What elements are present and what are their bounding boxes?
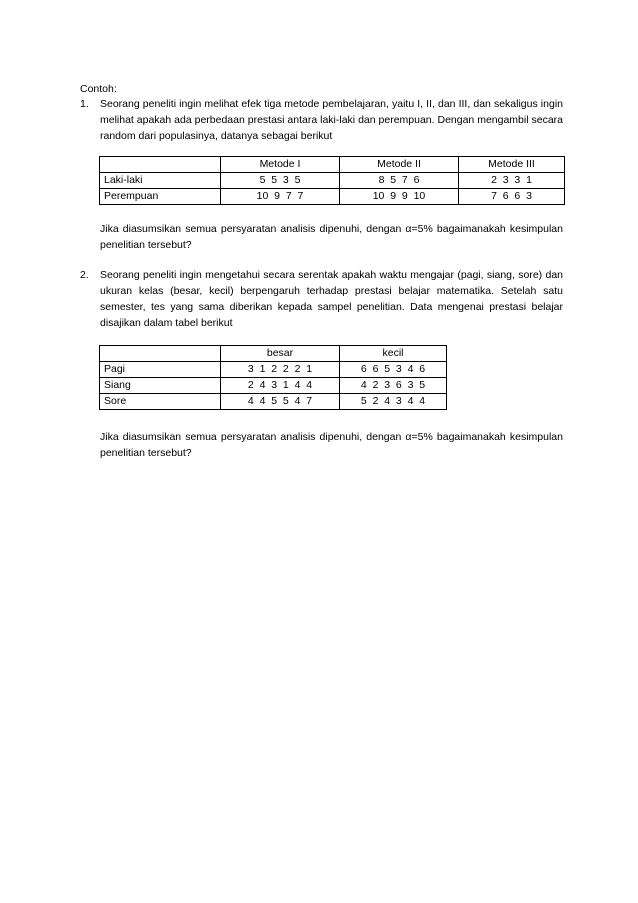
table-cell: Sore — [100, 394, 221, 410]
table-header-cell: Metode III — [459, 157, 565, 173]
table-cell: Pagi — [100, 362, 221, 378]
table-row — [100, 189, 565, 205]
question-1-question: Jika diasumsikan semua persyaratan analisis dipenuhi, dengan α=5% bagaimanakah kesimpulan penelitian tersebut? — [100, 223, 563, 251]
table-cell: 5 5 3 5 — [221, 173, 340, 189]
table-row — [100, 173, 565, 189]
table-row — [100, 362, 447, 378]
heading: Contoh: — [80, 83, 117, 95]
table-cell: 4 2 3 6 3 5 — [340, 378, 447, 394]
table-header-cell: kecil — [340, 346, 447, 362]
table-row — [100, 378, 447, 394]
table-cell: 6 6 5 3 4 6 — [340, 362, 447, 378]
table-cell: 8 5 7 6 — [340, 173, 459, 189]
table-header-row — [100, 157, 565, 173]
table-row — [100, 394, 447, 410]
table-cell: 4 4 5 5 4 7 — [221, 394, 340, 410]
table-header-row — [100, 346, 447, 362]
table-cell: Laki-laki — [100, 173, 221, 189]
table-header-cell: besar — [221, 346, 340, 362]
table-header-cell: Metode I — [221, 157, 340, 173]
table-cell: 3 1 2 2 2 1 — [221, 362, 340, 378]
table-header-cell — [100, 157, 221, 173]
question-2-body — [100, 267, 563, 459]
table-cell: Siang — [100, 378, 221, 394]
question-1-number: 1. — [80, 98, 89, 110]
question-1-body — [100, 96, 563, 251]
question-2-question: Jika diasumsikan semua persyaratan analisis dipenuhi, dengan α=5% bagaimanakah kesimpulan penelitian tersebut? — [100, 431, 563, 459]
table-cell: Perempuan — [100, 189, 221, 205]
table-cell: 2 4 3 1 4 4 — [221, 378, 340, 394]
question-1-intro: Seorang peneliti ingin melihat efek tiga metode pembelajaran, yaitu I, II, dan III, dan sekaligus ingin melihat apakah ada perbedaan prestasi antara laki-laki dan perempuan. Dengan mengambil secara random dari populasinya, datanya sebagai berikut — [100, 98, 563, 142]
question-2-intro: Seorang peneliti ingin mengetahui secara serentak apakah waktu mengajar (pagi, siang, sore) dan ukuran kelas (besar, kecil) berpengaruh terhadap prestasi belajar matematika. Setelah satu semester, tes yang sama diberikan kepada sampel penelitian. Data mengenai prestasi belajar disajikan dalam tabel berikut — [100, 269, 563, 329]
table-cell: 10 9 7 7 — [221, 189, 340, 205]
table-cell: 5 2 4 3 4 4 — [340, 394, 447, 410]
table-header-cell: Metode II — [340, 157, 459, 173]
question-2-table — [99, 345, 447, 410]
table-cell: 7 6 6 3 — [459, 189, 565, 205]
table-header-cell — [100, 346, 221, 362]
question-2-number: 2. — [80, 269, 89, 281]
question-1-table — [99, 156, 565, 205]
table-cell: 2 3 3 1 — [459, 173, 565, 189]
table-cell: 10 9 9 10 — [340, 189, 459, 205]
question-2 — [80, 267, 563, 467]
question-1 — [80, 96, 563, 266]
